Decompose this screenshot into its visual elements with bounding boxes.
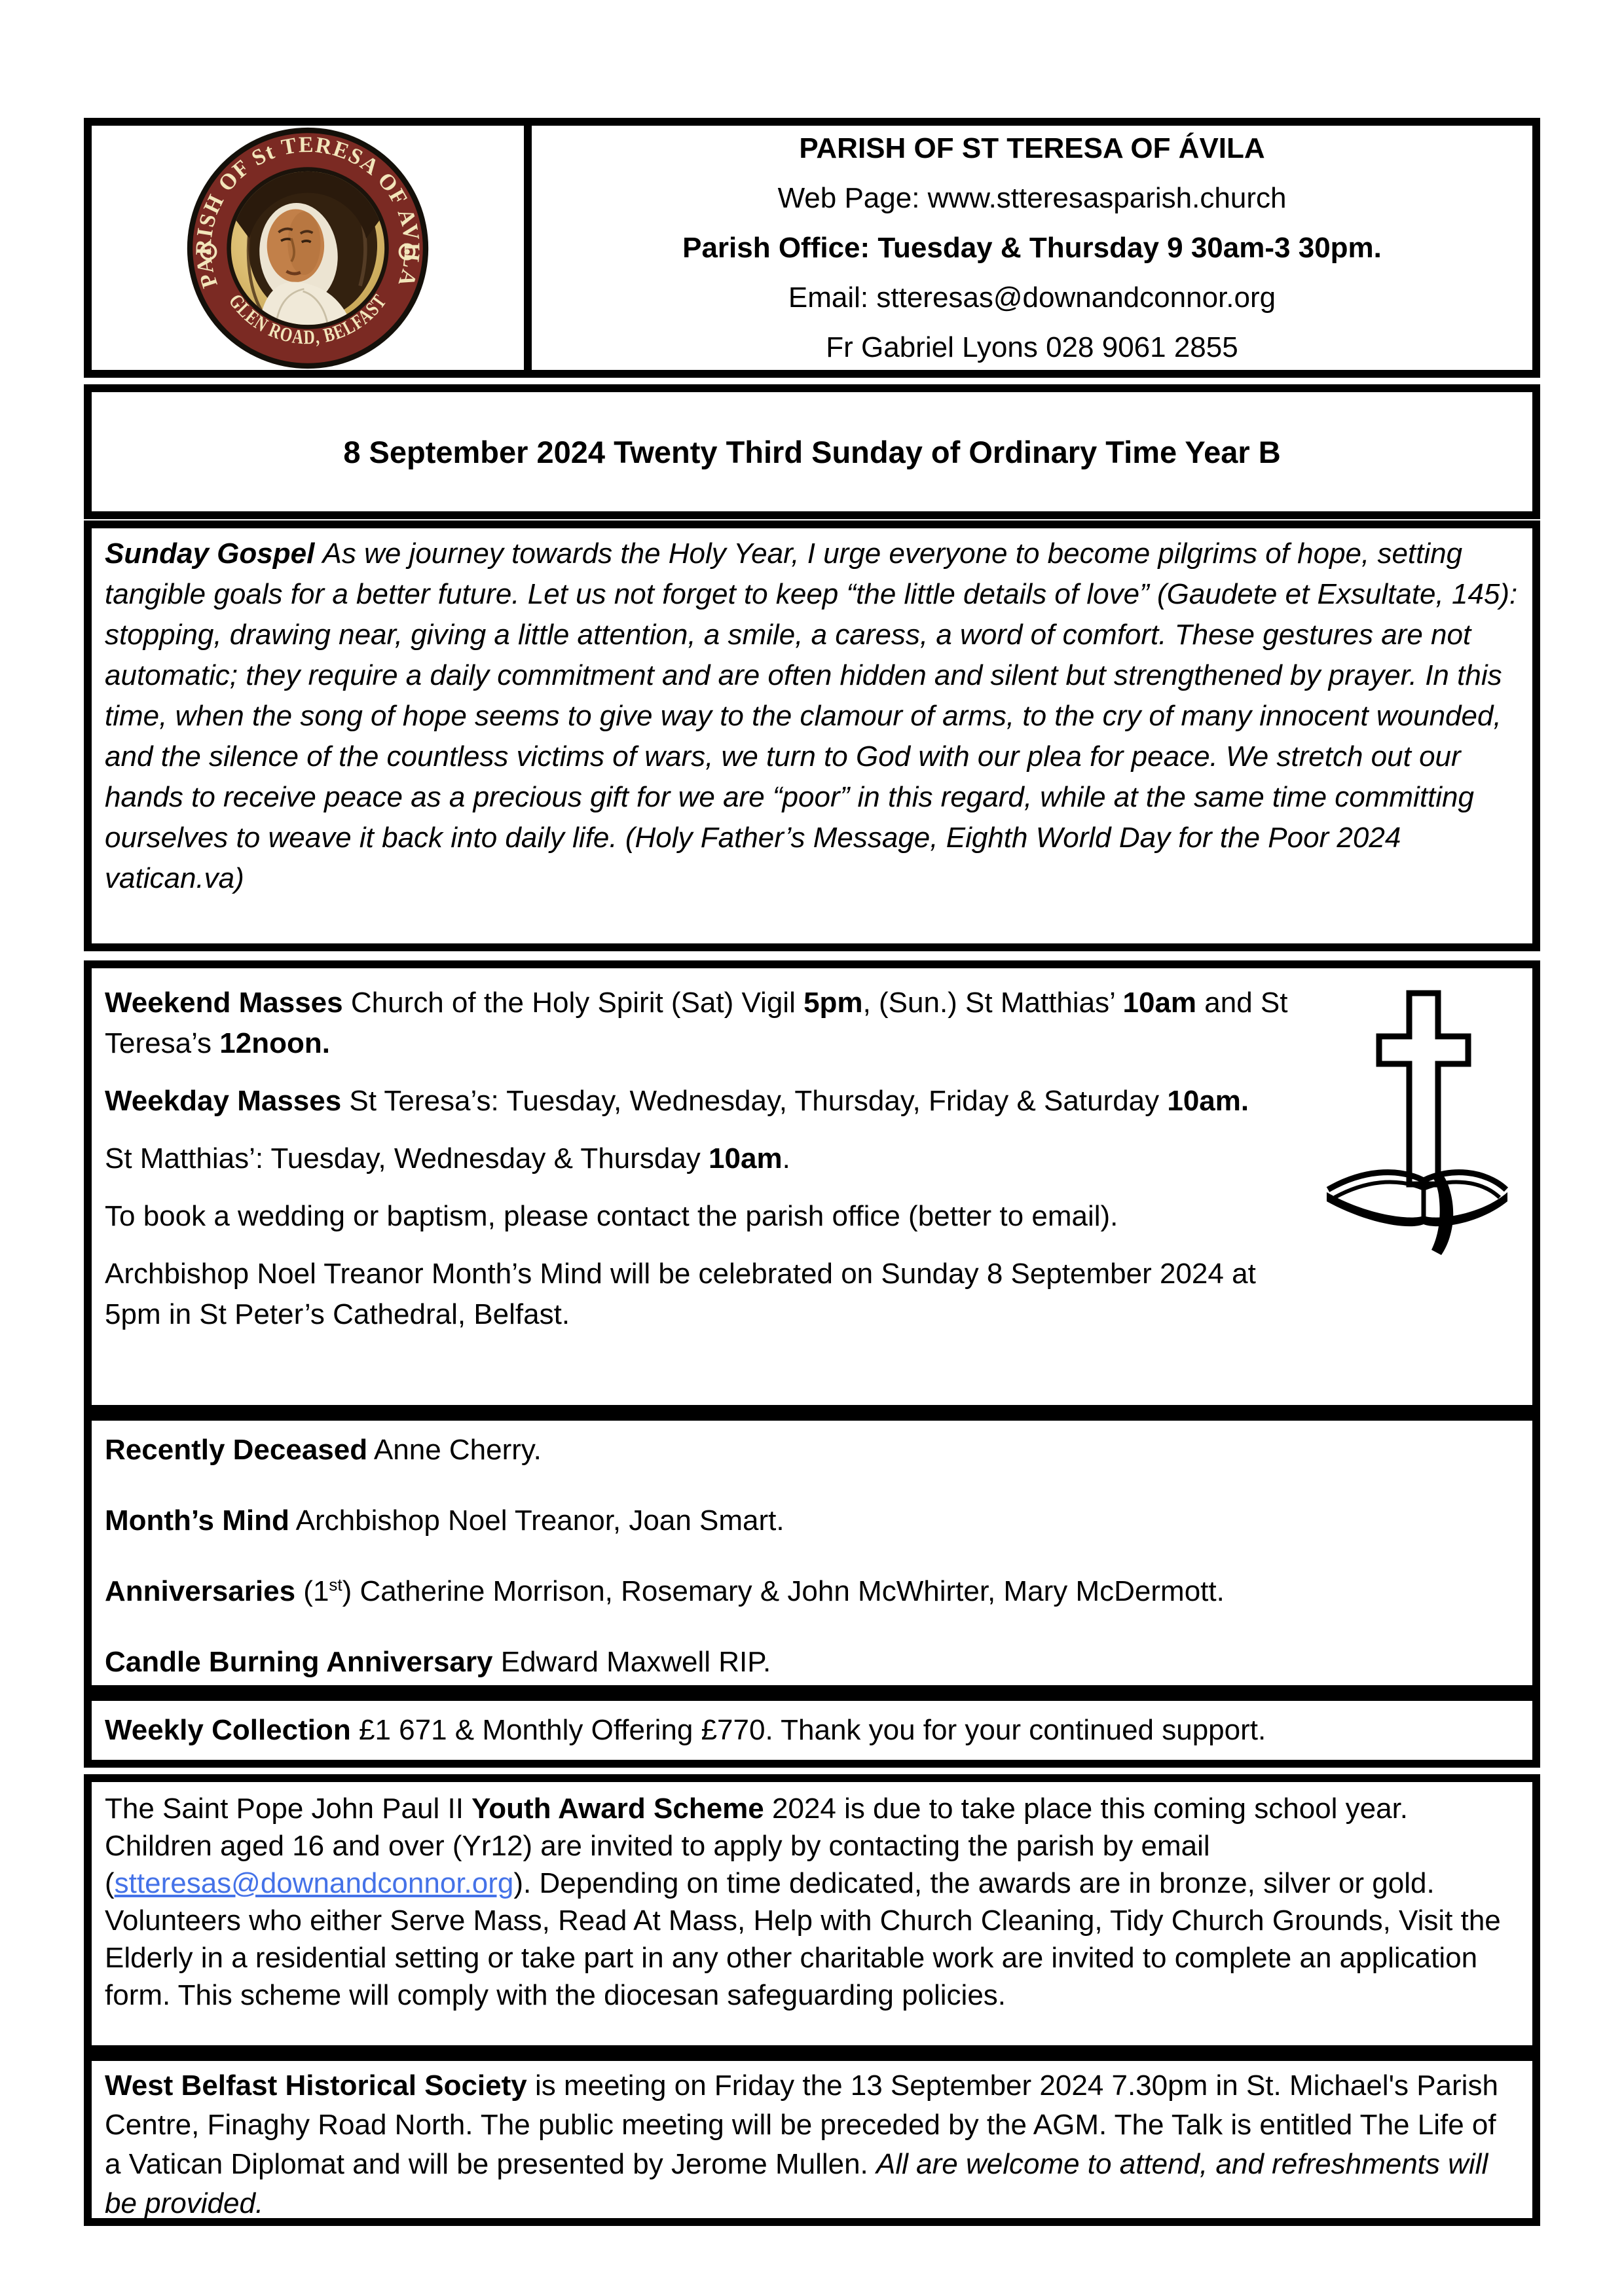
text-run: , (Sun.) St Matthias’ [862,987,1123,1019]
candle-anniversary-para [105,1642,1519,1683]
text-run: Weekend Masses [105,987,343,1019]
office-hours-line [682,223,1382,273]
st-matthias-masses-para [105,1139,1519,1179]
text-run: 10am [1122,987,1197,1019]
gospel-section [84,520,1540,951]
text-run: 12noon. [219,1027,330,1059]
text-run: 10am [709,1142,783,1175]
parish-seal-icon [186,126,430,370]
text-run: 2024 is due to take place this coming school year. Children aged 16 and over (Yr12) are invited to apply by contacting the parish by email ( [105,1793,1409,1899]
text-run: Web Page: www.stteresasparish.church [777,181,1287,214]
text-run: (1 [295,1575,329,1607]
parish-logo [92,126,532,370]
text-run: West Belfast Historical Society [105,2069,527,2102]
text-run: £1 671 & Monthly Offering £770. Thank you for your continued support. [350,1714,1266,1746]
text-run: The Saint Pope John Paul II [105,1793,472,1825]
collection-section [84,1693,1540,1768]
text-run: Archbishop Noel Treanor, Joan Smart. [289,1504,784,1537]
text-run: All are welcome to attend, and refreshments will be provided. [105,2148,1488,2219]
text-run: Anne Cherry. [367,1434,542,1466]
web-page-line [778,173,1287,223]
text-run: 10am. [1167,1085,1249,1117]
text-run: PARISH OF ST TERESA OF ÁVILA [799,132,1265,164]
cross-and-bible-icon [1319,987,1515,1262]
text-run: Archbishop Noel Treanor Month’s Mind will be celebrated on Sunday 8 September 2024 at 5pm in St Peter’s Cathedral, Belfast. [105,1258,1256,1330]
months-mind-para [105,1501,1519,1541]
weekly-collection-para [105,1710,1266,1751]
masses-section [84,960,1540,1413]
email-line [788,273,1276,323]
text-run: Parish Office: Tuesday & Thursday 9 30am-3 30pm. [682,231,1382,264]
text-run: Youth Award Scheme [471,1793,764,1825]
youth-award-section [84,1774,1540,2053]
text-run: . [782,1142,790,1175]
text-run: To book a wedding or baptism, please contact the parish office (better to email). [105,1200,1118,1232]
svg-text:GLEN ROAD, BELFAST: GLEN ROAD, BELFAST [224,287,394,349]
text-run: Weekday Masses [105,1085,342,1117]
header [84,118,1540,378]
svg-text:PARISH OF St TERESA OF AVILA: PARISH OF St TERESA OF AVILA [191,132,425,291]
text-run: Church of the Holy Spirit (Sat) Vigil [342,987,804,1019]
recently-deceased-para [105,1430,1519,1470]
text-run: Candle Burning Anniversary [105,1646,493,1678]
text-run: st [329,1575,342,1595]
anniversaries-para [105,1571,1519,1612]
text-run: St Matthias’: Tuesday, Wednesday & Thursday [105,1142,709,1175]
text-run: 5pm [803,987,863,1019]
text-run: Month’s Mind [105,1504,289,1537]
weekend-masses-para [105,983,1519,1064]
text-run: Sunday Gospel [105,538,323,570]
memorials-section [84,1413,1540,1693]
booking-para [105,1196,1519,1237]
text-run: As we journey towards the Holy Year, I urge everyone to become pilgrims of hope, setting tangible goals for a better future. Let us not forget to keep “the little details of love” (Gaudete et Exsultate, 145): stopping, drawing near, giving a little attention, a smile, a caress, a word of comfort. These gestures are not automatic; they require a daily commitment and are often hidden and silent but strengthened by prayer. In this time, when the song of hope seems to give way to the clamour of arms, to the cry of many innocent wounded, and the silence of the countless victims of wars, we turn to God with our plea for peace. We stretch out our hands to receive peace as a precious gift for we are “poor” in this regard, while at the same time committing ourselves to weave it back into daily life. (Holy Father’s Message, Eighth World Day for the Poor 2024 vatican.va) [105,538,1518,894]
text-run: Weekly Collection [105,1714,351,1746]
date-title-bar [84,384,1540,519]
priest-contact-line [826,323,1238,373]
historical-society-section [84,2053,1540,2226]
text-run: Edward Maxwell RIP. [492,1646,771,1678]
page-title: 8 September 2024 Twenty Third Sunday of Ordinary Time Year B [343,434,1281,469]
email-link[interactable]: stteresas@downandconnor.org [114,1867,514,1899]
header-info [532,126,1532,370]
text-run: and St Teresa’s [105,987,1288,1059]
text-run: Recently Deceased [105,1434,368,1466]
text-run: ) Catherine Morrison, Rosemary & John McWhirter, Mary McDermott. [342,1575,1225,1607]
text-run: Anniversaries [105,1575,296,1607]
text-run: Fr Gabriel Lyons 028 9061 2855 [826,331,1238,363]
text-run: ). Depending on time dedicated, the awards are in bronze, silver or gold. Volunteers who either Serve Mass, Read At Mass, Help with Church Cleaning, Tidy Church Grounds, Visit the Elderly in a residential setting or take part in any other charitable work are invited to complete an application form. This scheme will comply with the diocesan safeguarding policies. [105,1867,1501,2011]
text-run: St Teresa’s: Tuesday, Wednesday, Thursday, Friday & Saturday [341,1085,1168,1117]
weekday-masses-para [105,1081,1519,1121]
text-run: is meeting on Friday the 13 September 2024 7.30pm in St. Michael's Parish Centre, Finaghy Road North. The public meeting will be preceded by the AGM. The Talk is entitled The Life of a Vatican Diplomat and will be presented by Jerome Mullen. [105,2069,1498,2180]
text-run: Email: stteresas@downandconnor.org [788,281,1276,314]
months-mind-notice-para [105,1254,1519,1335]
parish-title [799,124,1264,173]
